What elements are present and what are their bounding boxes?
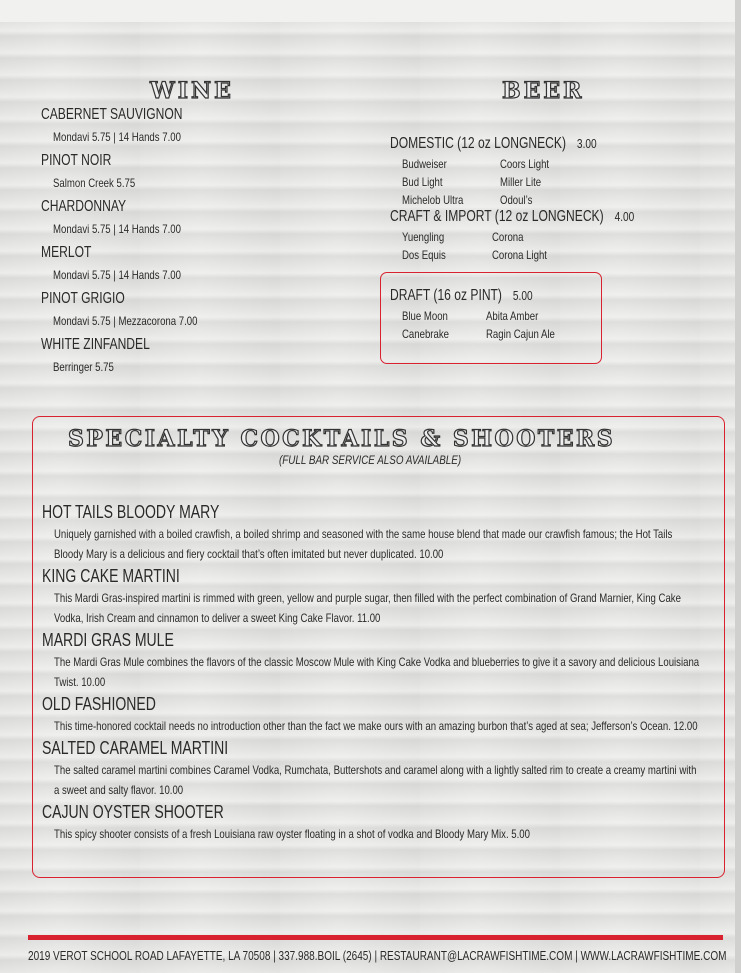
beer-row	[402, 325, 573, 343]
footer-contact: 2019 VEROT SCHOOL ROAD LAFAYETTE, LA 70508 | 337.988.BOIL (2645) | RESTAURANT@LACRAWFISHTIME.COM | WWW.LACRAWFISHTIME.COM	[28, 948, 727, 963]
wine-item	[41, 196, 361, 240]
beer-draft	[390, 285, 573, 343]
wine-item	[41, 242, 361, 286]
wine-name: CHARDONNAY	[41, 198, 127, 215]
cocktail-item	[42, 500, 722, 564]
beer-section-title: BEER	[502, 78, 585, 104]
beer-name: Odoul’s	[500, 193, 533, 207]
right-edge	[735, 0, 741, 973]
beer-name: Budweiser	[402, 157, 447, 171]
beer-name: Miller Lite	[500, 175, 542, 189]
beer-heading	[390, 285, 533, 307]
wine-name: WHITE ZINFANDEL	[41, 336, 150, 353]
wine-detail: Berringer 5.75	[53, 360, 114, 374]
beer-heading-label: CRAFT & IMPORT (12 oz LONGNECK)	[390, 208, 604, 225]
cocktail-name: MARDI GRAS MULE	[42, 630, 174, 650]
beer-name: Abita Amber	[486, 309, 539, 323]
specialty-subtitle	[0, 453, 741, 467]
specialty-subtitle-text: (FULL BAR SERVICE ALSO AVAILABLE)	[279, 453, 462, 467]
beer-price: 3.00	[576, 136, 597, 151]
top-strip	[0, 0, 741, 22]
beer-name: Ragin Cajun Ale	[486, 327, 555, 341]
beer-heading	[390, 206, 634, 228]
wine-name: MERLOT	[41, 244, 92, 261]
beer-heading	[390, 133, 597, 155]
cocktail-description: This spicy shooter consists of a fresh Louisiana raw oyster floating in a shot of vodka and Bloody Mary Mix. 5.00	[54, 827, 530, 841]
cocktail-item	[42, 736, 722, 800]
beer-name: Bud Light	[402, 175, 443, 189]
wine-section-title: WINE	[150, 78, 234, 104]
cocktail-description: The Mardi Gras Mule combines the flavors of the classic Moscow Mule with King Cake Vodka and blueberries to give it a savory and delicious Louisiana Twist. 10.00	[54, 655, 700, 689]
wine-name: PINOT NOIR	[41, 152, 112, 169]
beer-price: 4.00	[614, 209, 635, 224]
beer-name: Dos Equis	[402, 248, 446, 262]
wine-detail: Mondavi 5.75 | 14 Hands 7.00	[53, 130, 181, 144]
wine-detail: Salmon Creek 5.75	[53, 176, 136, 190]
cocktail-description: Uniquely garnished with a boiled crawfish, a boiled shrimp and seasoned with the same house blend that made our crawfish famous; the Hot Tails Bloody Mary is a delicious and fiery cocktail that’s often imitated but never duplicated. 10.00	[54, 527, 673, 561]
beer-row	[402, 246, 703, 264]
beer-domestic	[390, 133, 655, 209]
cocktail-item	[42, 692, 722, 736]
specialty-section-title: SPECIALTY COCKTAILS & SHOOTERS	[68, 426, 616, 452]
beer-name: Coors Light	[500, 157, 550, 171]
beer-heading-label: DOMESTIC (12 oz LONGNECK)	[390, 135, 567, 152]
beer-price: 5.00	[512, 288, 533, 303]
cocktail-description: This Mardi Gras-inspired martini is rimmed with green, yellow and purple sugar, then filled with the perfect combination of Grand Marnier, King Cake Vodka, Irish Cream and cinnamon to deliver a sweet King Cake Flavor. 11.00	[54, 591, 681, 625]
wine-detail: Mondavi 5.75 | Mezzacorona 7.00	[53, 314, 198, 328]
cocktail-name: OLD FASHIONED	[42, 694, 156, 714]
wine-detail: Mondavi 5.75 | 14 Hands 7.00	[53, 268, 181, 282]
beer-name: Corona Light	[492, 248, 547, 262]
cocktail-description: The salted caramel martini combines Caramel Vodka, Rumchata, Buttershots and caramel along with a lightly salted rim to create a creamy martini with a sweet and salty flavor. 10.00	[54, 763, 697, 797]
wine-name: PINOT GRIGIO	[41, 290, 125, 307]
beer-row	[402, 173, 655, 191]
beer-row	[402, 307, 573, 325]
cocktail-item	[42, 564, 722, 628]
cocktail-name: HOT TAILS BLOODY MARY	[42, 502, 220, 522]
cocktail-list	[42, 500, 722, 844]
beer-name: Corona	[492, 230, 524, 244]
cocktail-description: This time-honored cocktail needs no introduction other than the fact we make ours with an amazing burbon that’s aged at sea; Jefferson’s Ocean. 12.00	[54, 719, 698, 733]
cocktail-item	[42, 800, 722, 844]
wine-item	[41, 334, 361, 378]
cocktail-name: CAJUN OYSTER SHOOTER	[42, 802, 224, 822]
wine-list	[41, 104, 361, 380]
beer-heading-label: DRAFT (16 oz PINT)	[390, 287, 502, 304]
beer-name: Canebrake	[402, 327, 449, 341]
beer-row	[402, 228, 703, 246]
footer-divider	[28, 935, 723, 940]
beer-name: Yuengling	[402, 230, 445, 244]
wine-item	[41, 288, 361, 332]
wine-name: CABERNET SAUVIGNON	[41, 106, 183, 123]
cocktail-item	[42, 628, 722, 692]
beer-row	[402, 155, 655, 173]
beer-craft	[390, 206, 703, 264]
beer-name: Blue Moon	[402, 309, 448, 323]
beer-name: Michelob Ultra	[402, 193, 464, 207]
wine-item	[41, 150, 361, 194]
cocktail-name: KING CAKE MARTINI	[42, 566, 180, 586]
wine-detail: Mondavi 5.75 | 14 Hands 7.00	[53, 222, 181, 236]
wine-item	[41, 104, 361, 148]
cocktail-name: SALTED CARAMEL MARTINI	[42, 738, 229, 758]
